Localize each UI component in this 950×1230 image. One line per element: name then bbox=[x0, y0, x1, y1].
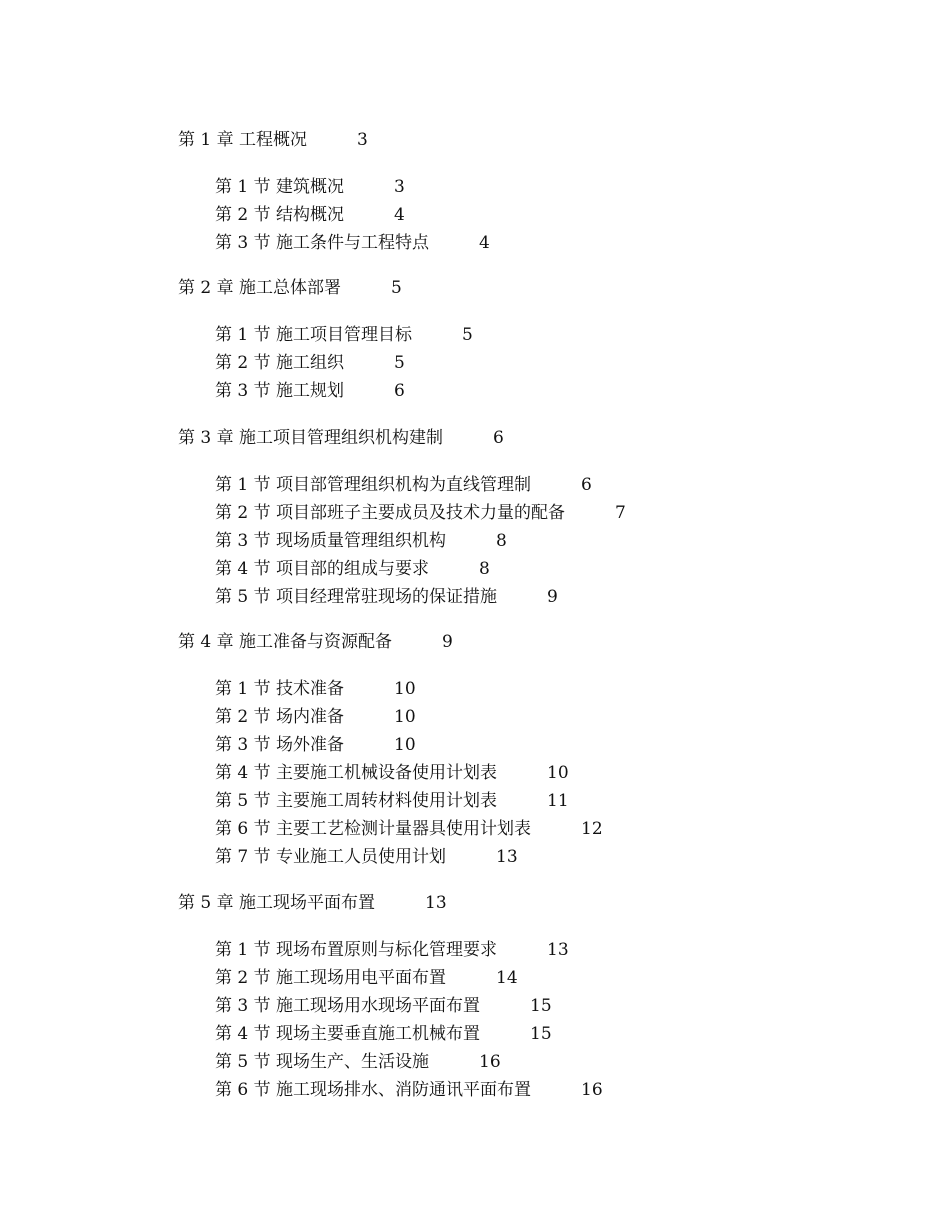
section-entry[interactable] bbox=[215, 847, 518, 867]
section-entry[interactable] bbox=[215, 475, 592, 495]
page-number: 14 bbox=[496, 968, 518, 988]
section-entry[interactable] bbox=[215, 735, 416, 755]
section-title: 第 3 节 施工现场用水现场平面布置 bbox=[215, 996, 481, 1016]
page-number: 15 bbox=[530, 1024, 552, 1044]
section-title: 第 6 节 施工现场排水、消防通讯平面布置 bbox=[215, 1080, 532, 1100]
page-number: 10 bbox=[547, 763, 569, 783]
page-number: 12 bbox=[581, 819, 603, 839]
section-entry[interactable] bbox=[215, 791, 569, 811]
section-title: 第 4 节 现场主要垂直施工机械布置 bbox=[215, 1024, 481, 1044]
page-number: 3 bbox=[394, 177, 405, 197]
page-number: 16 bbox=[479, 1052, 501, 1072]
page-number: 10 bbox=[394, 707, 416, 727]
chapter-entry[interactable] bbox=[178, 428, 504, 448]
section-entry[interactable] bbox=[215, 177, 405, 197]
section-entry[interactable] bbox=[215, 503, 626, 523]
chapter-title: 第 4 章 施工准备与资源配备 bbox=[178, 632, 393, 652]
page-number: 11 bbox=[547, 791, 569, 811]
section-entry[interactable] bbox=[215, 325, 473, 345]
section-title: 第 5 节 主要施工周转材料使用计划表 bbox=[215, 791, 498, 811]
section-title: 第 3 节 现场质量管理组织机构 bbox=[215, 531, 447, 551]
section-entry[interactable] bbox=[215, 233, 490, 253]
chapter-entry[interactable] bbox=[178, 278, 402, 298]
section-entry[interactable] bbox=[215, 968, 518, 988]
page-number: 8 bbox=[496, 531, 507, 551]
section-entry[interactable] bbox=[215, 679, 416, 699]
section-title: 第 1 节 现场布置原则与标化管理要求 bbox=[215, 940, 498, 960]
chapter-entry[interactable] bbox=[178, 130, 368, 150]
chapter-title: 第 5 章 施工现场平面布置 bbox=[178, 893, 376, 913]
page-number: 6 bbox=[394, 381, 405, 401]
page-number: 15 bbox=[530, 996, 552, 1016]
section-title: 第 1 节 项目部管理组织机构为直线管理制 bbox=[215, 475, 532, 495]
section-title: 第 2 节 场内准备 bbox=[215, 707, 345, 727]
section-entry[interactable] bbox=[215, 940, 569, 960]
section-title: 第 2 节 结构概况 bbox=[215, 205, 345, 225]
page-number: 6 bbox=[581, 475, 592, 495]
section-entry[interactable] bbox=[215, 763, 569, 783]
page-number: 5 bbox=[394, 353, 405, 373]
section-entry[interactable] bbox=[215, 531, 507, 551]
section-entry[interactable] bbox=[215, 1024, 552, 1044]
page-number: 9 bbox=[547, 587, 558, 607]
page-number: 5 bbox=[462, 325, 473, 345]
section-title: 第 6 节 主要工艺检测计量器具使用计划表 bbox=[215, 819, 532, 839]
page-number: 13 bbox=[496, 847, 518, 867]
page-number: 5 bbox=[391, 278, 402, 298]
page-number: 8 bbox=[479, 559, 490, 579]
section-title: 第 1 节 技术准备 bbox=[215, 679, 345, 699]
page-number: 3 bbox=[357, 130, 368, 150]
chapter-entry[interactable] bbox=[178, 632, 453, 652]
section-title: 第 2 节 施工组织 bbox=[215, 353, 345, 373]
section-entry[interactable] bbox=[215, 996, 552, 1016]
section-entry[interactable] bbox=[215, 707, 416, 727]
chapter-title: 第 2 章 施工总体部署 bbox=[178, 278, 342, 298]
chapter-title: 第 1 章 工程概况 bbox=[178, 130, 308, 150]
section-title: 第 2 节 施工现场用电平面布置 bbox=[215, 968, 447, 988]
section-title: 第 3 节 施工条件与工程特点 bbox=[215, 233, 430, 253]
section-entry[interactable] bbox=[215, 381, 405, 401]
section-title: 第 5 节 现场生产、生活设施 bbox=[215, 1052, 430, 1072]
page-number: 10 bbox=[394, 679, 416, 699]
section-entry[interactable] bbox=[215, 559, 490, 579]
section-entry[interactable] bbox=[215, 205, 405, 225]
section-entry[interactable] bbox=[215, 353, 405, 373]
section-title: 第 3 节 场外准备 bbox=[215, 735, 345, 755]
page-number: 6 bbox=[493, 428, 504, 448]
page-number: 4 bbox=[394, 205, 405, 225]
chapter-entry[interactable] bbox=[178, 893, 447, 913]
page-number: 4 bbox=[479, 233, 490, 253]
chapter-title: 第 3 章 施工项目管理组织机构建制 bbox=[178, 428, 444, 448]
page-number: 16 bbox=[581, 1080, 603, 1100]
section-title: 第 3 节 施工规划 bbox=[215, 381, 345, 401]
page-number: 10 bbox=[394, 735, 416, 755]
section-title: 第 4 节 项目部的组成与要求 bbox=[215, 559, 430, 579]
section-entry[interactable] bbox=[215, 587, 558, 607]
section-entry[interactable] bbox=[215, 1052, 501, 1072]
section-title: 第 2 节 项目部班子主要成员及技术力量的配备 bbox=[215, 503, 566, 523]
page-number: 7 bbox=[615, 503, 626, 523]
section-title: 第 7 节 专业施工人员使用计划 bbox=[215, 847, 447, 867]
page-number: 13 bbox=[547, 940, 569, 960]
section-entry[interactable] bbox=[215, 819, 603, 839]
page-number: 9 bbox=[442, 632, 453, 652]
section-entry[interactable] bbox=[215, 1080, 603, 1100]
page-number: 13 bbox=[425, 893, 447, 913]
section-title: 第 1 节 施工项目管理目标 bbox=[215, 325, 413, 345]
section-title: 第 5 节 项目经理常驻现场的保证措施 bbox=[215, 587, 498, 607]
section-title: 第 1 节 建筑概况 bbox=[215, 177, 345, 197]
section-title: 第 4 节 主要施工机械设备使用计划表 bbox=[215, 763, 498, 783]
